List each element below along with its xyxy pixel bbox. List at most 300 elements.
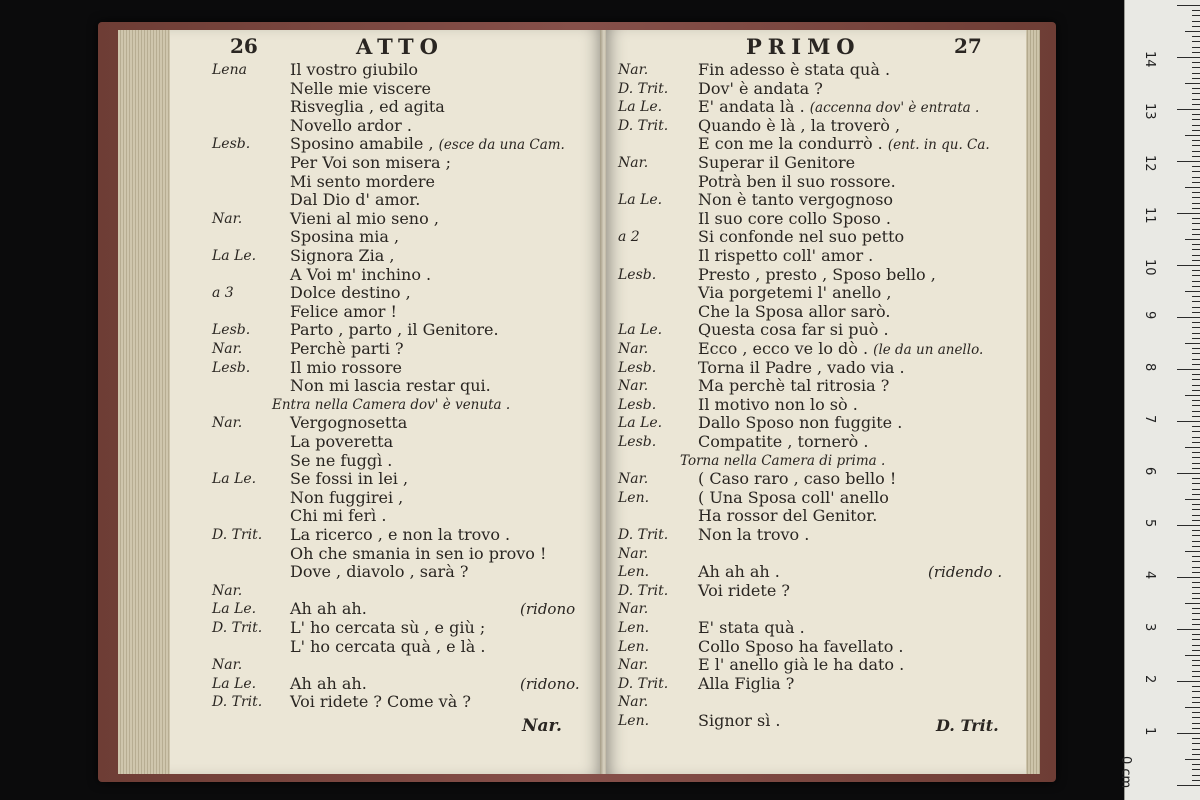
- ruler-tick: [1192, 567, 1200, 568]
- ruler-tick: [1185, 395, 1200, 396]
- ruler-tick: [1192, 541, 1200, 542]
- speaker-label: Lena: [212, 62, 247, 78]
- text-line: [170, 283, 602, 303]
- verse-text: Perchè parti ?: [290, 339, 404, 358]
- ruler-tick: [1192, 249, 1200, 250]
- verse-text: Via porgetemi l' anello ,: [698, 283, 892, 303]
- speaker-label: Nar.: [618, 62, 649, 78]
- verse-text: Potrà ben il suo rossore.: [698, 171, 896, 191]
- ruler-tick: [1177, 473, 1200, 474]
- speaker-label: Nar.: [212, 657, 243, 674]
- text-line: [606, 190, 1026, 210]
- ruler-tick: [1192, 93, 1200, 94]
- text-line: [170, 655, 602, 675]
- verse-text: ( Una Sposa coll' anello: [698, 487, 889, 507]
- verse-text: Sposino amabile , (esce da una Cam.: [290, 134, 565, 154]
- ruler-tick: [1192, 255, 1200, 256]
- ruler-number: 9: [1142, 311, 1157, 320]
- verse-text: Non mi lascia restar qui.: [290, 376, 491, 396]
- verse-text: Il vostro giubilo: [290, 60, 418, 79]
- verse-text: E con me la condurrò . (ent. in qu. Ca.: [698, 134, 990, 154]
- ruler-tick: [1185, 707, 1200, 708]
- verse-text: Ah ah ah. (ridono: [290, 599, 576, 619]
- ruler-tick: [1192, 301, 1200, 302]
- ruler-tick: [1192, 613, 1200, 614]
- text-line: [606, 376, 1026, 396]
- page-number: 26: [230, 34, 258, 58]
- ruler-tick: [1192, 676, 1200, 677]
- speaker-label: a 3: [212, 285, 234, 302]
- text-line: [170, 227, 602, 247]
- ruler-tick: [1192, 182, 1200, 183]
- ruler-tick: [1185, 551, 1200, 552]
- ruler-tick: [1192, 520, 1200, 521]
- ruler-number: 13: [1142, 103, 1157, 120]
- ruler-tick: [1185, 291, 1200, 292]
- text-line: [606, 469, 1026, 489]
- ruler-tick: [1192, 260, 1200, 261]
- ruler-tick: [1192, 21, 1200, 22]
- speaker-label: Nar.: [618, 601, 649, 618]
- text-line: [170, 395, 602, 415]
- verse-text: Dolce destino ,: [290, 283, 411, 303]
- text-line: [606, 618, 1026, 638]
- text-line: [606, 488, 1026, 508]
- text-line: [170, 599, 602, 619]
- ruler-tick: [1192, 78, 1200, 79]
- ruler-tick: [1192, 125, 1200, 126]
- ruler-tick: [1192, 468, 1200, 469]
- ruler-tick: [1192, 307, 1200, 308]
- verse-text: Novello ardor .: [290, 115, 412, 135]
- ruler-tick: [1185, 135, 1200, 136]
- ruler-tick: [1192, 296, 1200, 297]
- text-line: [606, 451, 1026, 471]
- text-line: [606, 432, 1026, 452]
- verse-text: Voi ridete ? Come và ?: [290, 692, 471, 712]
- ruler-tick: [1192, 104, 1200, 105]
- ruler-tick: [1185, 655, 1200, 656]
- ruler-tick: [1192, 223, 1200, 224]
- ruler-number: 14: [1142, 51, 1157, 68]
- verse-text: Fin adesso è stata quà .: [698, 60, 891, 79]
- text-line: [606, 637, 1026, 657]
- speaker-label: Lesb.: [618, 266, 657, 283]
- ruler-tick: [1192, 400, 1200, 401]
- text-line: [170, 246, 602, 266]
- ruler-tick: [1192, 379, 1200, 380]
- verse-text: Collo Sposo ha favellato .: [698, 636, 904, 656]
- stage-direction: (ridendo .: [928, 563, 1003, 582]
- ruler-tick: [1192, 156, 1200, 157]
- ruler-tick: [1192, 47, 1200, 48]
- ruler-tick: [1192, 208, 1200, 209]
- text-line: [606, 525, 1026, 545]
- verse-text: Mi sento mordere: [290, 171, 435, 191]
- ruler-tick: [1192, 702, 1200, 703]
- ruler-tick: [1177, 369, 1200, 370]
- text-line: [606, 395, 1026, 415]
- ruler-tick: [1192, 619, 1200, 620]
- text-line: [170, 618, 602, 638]
- ruler-tick: [1192, 359, 1200, 360]
- verse-text: Ah ah ah . (ridendo .: [698, 562, 1003, 582]
- text-line: [606, 134, 1026, 154]
- ruler-tick: [1185, 239, 1200, 240]
- ruler-tick: [1192, 743, 1200, 744]
- ruler-tick: [1192, 691, 1200, 692]
- speaker-label: La Le.: [212, 471, 257, 488]
- speaker-label: D. Trit.: [618, 675, 669, 692]
- ruler-tick: [1192, 171, 1200, 172]
- verse-text: Vieni al mio seno ,: [290, 208, 439, 228]
- running-head: PRIMO: [746, 34, 861, 59]
- verse-text: Presto , presto , Sposo bello ,: [698, 264, 936, 284]
- ruler-tick: [1192, 286, 1200, 287]
- verse-text: Chi mi ferì .: [290, 506, 387, 526]
- speaker-label: Lesb.: [212, 322, 251, 339]
- text-line: [170, 153, 602, 173]
- ruler-tick: [1185, 83, 1200, 84]
- speaker-label: Len.: [618, 564, 650, 581]
- ruler-tick: [1192, 717, 1200, 718]
- verse-text: Dove , diavolo , sarà ?: [290, 562, 469, 582]
- ruler-tick: [1185, 31, 1200, 32]
- speaker-label: Nar.: [212, 582, 243, 599]
- ruler-tick: [1192, 364, 1200, 365]
- ruler-tick: [1192, 452, 1200, 453]
- verse-text: Dov' è andata ?: [698, 78, 823, 98]
- ruler-tick: [1192, 145, 1200, 146]
- speaker-label: D. Trit.: [212, 527, 263, 543]
- verse-text: Ecco , ecco ve lo dò . (le da un anello.: [698, 339, 984, 358]
- ruler-tick: [1192, 234, 1200, 235]
- ruler-tick: [1192, 546, 1200, 547]
- speaker-label: D. Trit.: [212, 620, 263, 636]
- speaker-label: Lesb.: [618, 434, 657, 450]
- ruler-tick: [1192, 556, 1200, 557]
- ruler-tick: [1192, 67, 1200, 68]
- verse-text: Vergognosetta: [290, 413, 408, 433]
- ruler-tick: [1192, 36, 1200, 37]
- speaker-label: Nar.: [212, 210, 243, 227]
- ruler-tick: [1192, 535, 1200, 536]
- ruler-tick: [1192, 130, 1200, 131]
- text-line: [606, 562, 1026, 582]
- verse-text: Parto , parto , il Genitore.: [290, 320, 499, 340]
- verse-text: ( Caso raro , caso bello !: [698, 469, 897, 489]
- ruler-tick: [1192, 390, 1200, 391]
- text-line: [170, 172, 602, 192]
- stage-direction: (le da un anello.: [873, 342, 984, 358]
- stage-direction: (accenna dov' è entrata .: [809, 100, 980, 117]
- ruler-tick: [1192, 244, 1200, 245]
- catchword: D. Trit.: [936, 716, 999, 735]
- speaker-label: La Le.: [212, 248, 257, 264]
- speaker-label: D. Trit.: [618, 117, 669, 134]
- ruler-tick: [1177, 5, 1200, 6]
- verse-text: Si confonde nel suo petto: [698, 227, 905, 247]
- speaker-label: Lesb.: [618, 396, 657, 413]
- speaker-label: D. Trit.: [212, 694, 263, 711]
- speaker-label: Nar.: [618, 471, 649, 488]
- ruler-number: 11: [1142, 207, 1157, 224]
- verse-text: Il rispetto coll' amor .: [698, 246, 874, 265]
- verse-text: Se fossi in lei ,: [290, 469, 409, 489]
- ruler-tick: [1192, 764, 1200, 765]
- speaker-label: Len.: [618, 638, 650, 655]
- ruler-tick: [1177, 525, 1200, 526]
- ruler-tick: [1177, 109, 1200, 110]
- ruler-tick: [1185, 187, 1200, 188]
- text-line: [170, 544, 602, 564]
- ruler-tick: [1192, 483, 1200, 484]
- verse-text: Superar il Genitore: [698, 153, 856, 172]
- ruler-tick: [1192, 660, 1200, 661]
- ruler-tick: [1192, 52, 1200, 53]
- ruler-tick: [1192, 494, 1200, 495]
- ruler-tick: [1192, 671, 1200, 672]
- verse-text: Alla Figlia ?: [698, 673, 795, 693]
- speaker-label: La Le.: [212, 675, 257, 692]
- verse-text: L' ho cercata sù , e giù ;: [290, 618, 486, 637]
- ruler-tick: [1177, 629, 1200, 630]
- text-line: [170, 469, 602, 489]
- verse-text: Se ne fuggì .: [290, 450, 393, 470]
- stage-direction: (ridono.: [520, 674, 580, 693]
- speaker-label: La Le.: [212, 601, 257, 618]
- verse-text: Ah ah ah. (ridono.: [290, 673, 580, 693]
- ruler-tick: [1192, 442, 1200, 443]
- ruler-tick: [1192, 338, 1200, 339]
- ruler-tick: [1185, 499, 1200, 500]
- ruler-tick: [1192, 192, 1200, 193]
- ruler-tick: [1185, 343, 1200, 344]
- text-line: [606, 172, 1026, 192]
- ruler-number: 10: [1142, 259, 1157, 276]
- text-line: [606, 674, 1026, 694]
- ruler-tick: [1192, 639, 1200, 640]
- stage-direction: (esce da una Cam.: [438, 137, 565, 154]
- ruler-tick: [1192, 426, 1200, 427]
- text-line: [170, 190, 602, 210]
- stage-direction: Torna nella Camera di prima .: [680, 452, 886, 469]
- running-head: ATTO: [356, 34, 444, 59]
- ruler-tick: [1192, 62, 1200, 63]
- speaker-label: La Le.: [618, 415, 663, 432]
- ruler-tick: [1192, 15, 1200, 16]
- ruler-tick: [1192, 281, 1200, 282]
- text-line: [170, 134, 602, 154]
- verse-text: Felice amor !: [290, 301, 397, 321]
- speaker-label: Len.: [618, 713, 650, 729]
- text-line: [606, 655, 1026, 675]
- ruler-tick: [1192, 728, 1200, 729]
- ruler-tick: [1192, 723, 1200, 724]
- page-number: 27: [954, 34, 982, 58]
- text-line: [170, 339, 602, 359]
- ruler-tick: [1192, 624, 1200, 625]
- speaker-label: D. Trit.: [618, 80, 669, 97]
- ruler-tick: [1192, 322, 1200, 323]
- ruler-tick: [1192, 114, 1200, 115]
- ruler-tick: [1177, 733, 1200, 734]
- ruler-tick: [1192, 780, 1200, 781]
- ruler-tick: [1192, 754, 1200, 755]
- ruler-tick: [1177, 577, 1200, 578]
- verse-text: Voi ridete ?: [698, 580, 790, 600]
- ruler-tick: [1192, 598, 1200, 599]
- verse-text: E' stata quà .: [698, 618, 805, 637]
- verse-text: L' ho cercata quà , e là .: [290, 636, 486, 656]
- ruler-number: 5: [1142, 519, 1157, 528]
- ruler-tick: [1192, 333, 1200, 334]
- stage-direction: (ridono: [520, 600, 576, 619]
- text-line: [170, 320, 602, 340]
- ruler-number: 7: [1142, 415, 1157, 424]
- ruler-tick: [1192, 582, 1200, 583]
- ruler-tick: [1192, 650, 1200, 651]
- ruler-tick: [1192, 431, 1200, 432]
- text-line: [170, 562, 602, 582]
- text-line: [606, 79, 1026, 99]
- ruler-tick: [1192, 463, 1200, 464]
- text-line: [170, 637, 602, 657]
- verse-text: Quando è là , la troverò ,: [698, 115, 901, 135]
- text-line: [606, 283, 1026, 303]
- text-line: [606, 506, 1026, 526]
- ruler-tick: [1192, 587, 1200, 588]
- text-line: [170, 376, 602, 396]
- text-line: [170, 506, 602, 526]
- speaker-label: Len.: [618, 620, 650, 636]
- right-page: [606, 30, 1026, 774]
- speaker-label: a 2: [618, 229, 640, 246]
- verse-text: La poveretta: [290, 432, 394, 451]
- verse-text: Il suo core collo Sposo .: [698, 208, 891, 228]
- ruler-tick: [1192, 140, 1200, 141]
- speaker-label: Lesb.: [212, 359, 251, 376]
- measuring-ruler: [1118, 0, 1200, 800]
- ruler-tick: [1192, 738, 1200, 739]
- text-line: [170, 525, 602, 545]
- text-line: [606, 116, 1026, 136]
- verse-text: Signora Zia ,: [290, 246, 395, 265]
- ruler-tick: [1192, 166, 1200, 167]
- text-line: [170, 265, 602, 285]
- ruler-tick: [1192, 374, 1200, 375]
- ruler-tick: [1192, 270, 1200, 271]
- speaker-label: La Le.: [618, 192, 663, 209]
- verse-text: Che la Sposa allor sarò.: [698, 301, 891, 321]
- ruler-tick: [1192, 385, 1200, 386]
- ruler-tick: [1177, 161, 1200, 162]
- ruler-tick: [1192, 416, 1200, 417]
- speaker-label: Nar.: [618, 657, 649, 674]
- ruler-tick: [1192, 405, 1200, 406]
- ruler-tick: [1192, 712, 1200, 713]
- verse-text: Torna il Padre , vado via .: [698, 357, 905, 377]
- ruler-number: 12: [1142, 155, 1157, 172]
- ruler-tick: [1192, 608, 1200, 609]
- ruler-number: 6: [1142, 467, 1157, 476]
- text-line: [170, 209, 602, 229]
- verse-text: Signor sì .: [698, 711, 781, 730]
- ruler-tick: [1192, 41, 1200, 42]
- ruler-number: 4: [1142, 571, 1157, 580]
- ruler-number: 2: [1142, 675, 1157, 684]
- verse-text: Dallo Sposo non fuggite .: [698, 413, 903, 433]
- verse-text: Ma perchè tal ritrosia ?: [698, 376, 890, 396]
- ruler-number: 3: [1142, 623, 1157, 632]
- speaker-label: Nar.: [618, 155, 649, 171]
- ruler-tick: [1192, 489, 1200, 490]
- ruler-tick: [1192, 218, 1200, 219]
- ruler-tick: [1177, 265, 1200, 266]
- verse-text: Sposina mia ,: [290, 227, 400, 247]
- ruler-number: 8: [1142, 363, 1157, 372]
- ruler-tick: [1192, 88, 1200, 89]
- ruler-tick: [1192, 353, 1200, 354]
- speaker-label: Nar.: [618, 378, 649, 395]
- ruler-tick: [1185, 603, 1200, 604]
- text-line: [606, 227, 1026, 247]
- speaker-label: Lesb.: [212, 136, 251, 153]
- ruler-tick: [1185, 759, 1200, 760]
- verse-text: A Voi m' inchino .: [290, 264, 432, 284]
- speaker-label: Nar.: [212, 341, 243, 357]
- text-line: [606, 60, 1026, 80]
- verse-text: Per Voi son misera ;: [290, 153, 452, 172]
- text-line: [170, 60, 602, 80]
- ruler-tick: [1192, 478, 1200, 479]
- speaker-label: Nar.: [212, 415, 243, 432]
- ruler-tick: [1192, 119, 1200, 120]
- ruler-tick: [1192, 572, 1200, 573]
- stage-direction: (ent. in qu. Ca.: [887, 137, 990, 154]
- speaker-label: Nar.: [618, 545, 649, 562]
- text-line: [606, 339, 1026, 359]
- speaker-label: La Le.: [618, 99, 663, 116]
- text-line: [606, 97, 1026, 117]
- ruler-tick: [1192, 312, 1200, 313]
- ruler-tick: [1192, 457, 1200, 458]
- ruler-tick: [1192, 10, 1200, 11]
- text-line: [170, 581, 602, 601]
- text-line: [170, 413, 602, 433]
- text-line: [606, 246, 1026, 266]
- ruler-tick: [1192, 634, 1200, 635]
- verse-text: Nelle mie viscere: [290, 78, 432, 98]
- ruler-tick: [1192, 697, 1200, 698]
- ruler-tick: [1192, 197, 1200, 198]
- ruler-tick: [1177, 213, 1200, 214]
- ruler-tick: [1177, 317, 1200, 318]
- ruler-tick: [1185, 447, 1200, 448]
- ruler-number: 1: [1142, 727, 1157, 736]
- verse-text: Dal Dio d' amor.: [290, 190, 421, 210]
- text-line: [170, 692, 602, 712]
- ruler-tick: [1192, 73, 1200, 74]
- speaker-label: D. Trit.: [618, 527, 669, 543]
- ruler-tick: [1192, 26, 1200, 27]
- stage-direction: Entra nella Camera dov' è venuta .: [272, 396, 511, 413]
- ruler-tick: [1192, 686, 1200, 687]
- text-line: [606, 544, 1026, 564]
- ruler-tick: [1192, 775, 1200, 776]
- ruler-tick: [1192, 229, 1200, 230]
- verse-text: Il mio rossore: [290, 357, 402, 377]
